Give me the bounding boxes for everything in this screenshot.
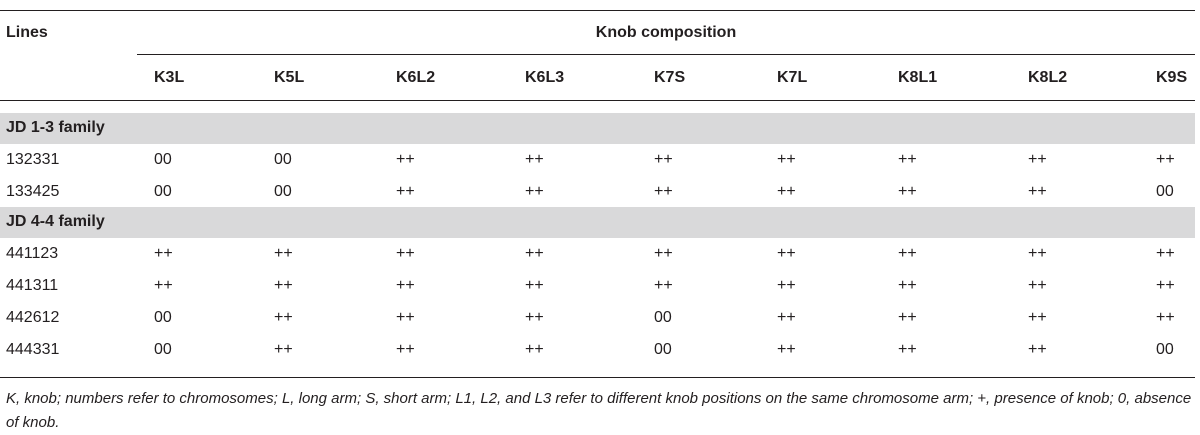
table-cell: ++ — [777, 309, 796, 326]
table-cell: ++ — [274, 309, 293, 326]
table-cell: ++ — [274, 245, 293, 262]
row-line: 133425 — [6, 183, 60, 200]
row-line: 441123 — [6, 245, 59, 262]
row-line: 444331 — [6, 341, 60, 358]
table-cell: 00 — [654, 309, 672, 326]
table-cell: ++ — [154, 277, 173, 294]
table-cell: 00 — [274, 183, 292, 200]
table-cell: ++ — [777, 245, 796, 262]
table-footnote: K, knob; numbers refer to chromosomes; L, long arm; S, short arm; L1, L2, and L3 refer to different knob positions on the same chromosome arm; +, presence of knob; 0, absence of knob. — [6, 390, 1192, 431]
table-cell: ++ — [654, 151, 673, 168]
table-cell: ++ — [1028, 183, 1047, 200]
table-cell: 00 — [154, 151, 172, 168]
table-cell: ++ — [898, 309, 917, 326]
header-lines: Lines — [6, 24, 48, 41]
column-header: K3L — [154, 69, 185, 86]
table-cell: ++ — [396, 151, 415, 168]
table-cell: ++ — [1028, 309, 1047, 326]
table-cell: ++ — [525, 151, 544, 168]
column-header: K8L2 — [1028, 69, 1068, 86]
row-line: 441311 — [6, 277, 59, 294]
table-cell: ++ — [525, 309, 544, 326]
column-header: K9S — [1156, 69, 1188, 86]
table-cell: 00 — [154, 309, 172, 326]
column-header: K7S — [654, 69, 686, 86]
table-cell: ++ — [1028, 277, 1047, 294]
table-cell: ++ — [525, 183, 544, 200]
column-header: K6L2 — [396, 69, 436, 86]
table-cell: ++ — [396, 183, 415, 200]
table-cell: ++ — [898, 341, 917, 358]
header-knob-composition: Knob composition — [595, 24, 737, 41]
table-cell: ++ — [898, 245, 917, 262]
table-cell: ++ — [777, 341, 796, 358]
column-header: K8L1 — [898, 69, 938, 86]
table-cell: 00 — [1156, 183, 1174, 200]
table-cell: ++ — [1156, 151, 1175, 168]
group-header-rule — [137, 54, 1195, 55]
table-cell: ++ — [777, 183, 796, 200]
table-cell: 00 — [274, 151, 292, 168]
table-cell: ++ — [1156, 277, 1175, 294]
table-cell: 00 — [654, 341, 672, 358]
table-cell: ++ — [777, 277, 796, 294]
group-label: JD 4-4 family — [6, 213, 105, 230]
table-cell: 00 — [154, 183, 172, 200]
table-cell: ++ — [898, 183, 917, 200]
table-cell: ++ — [654, 183, 673, 200]
table-cell: ++ — [396, 309, 415, 326]
bottom-rule — [0, 377, 1195, 378]
table-cell: ++ — [396, 341, 415, 358]
group-band — [0, 207, 1195, 238]
table-cell: ++ — [274, 277, 293, 294]
table-cell: ++ — [1156, 309, 1175, 326]
column-header: K5L — [274, 69, 305, 86]
table-cell: ++ — [1028, 245, 1047, 262]
table-cell: ++ — [396, 245, 415, 262]
table-cell: ++ — [654, 277, 673, 294]
table-cell: ++ — [525, 277, 544, 294]
row-line: 442612 — [6, 309, 60, 326]
table-cell: ++ — [898, 151, 917, 168]
table-cell: ++ — [525, 245, 544, 262]
header-bottom-rule — [0, 100, 1195, 101]
row-line: 132331 — [6, 151, 60, 168]
table-cell: ++ — [898, 277, 917, 294]
column-header: K7L — [777, 69, 808, 86]
group-band — [0, 113, 1195, 144]
column-header: K6L3 — [525, 69, 565, 86]
table-cell: ++ — [396, 277, 415, 294]
table-cell: ++ — [654, 245, 673, 262]
table-cell: ++ — [154, 245, 173, 262]
table-cell: 00 — [1156, 341, 1174, 358]
table-cell: ++ — [1028, 341, 1047, 358]
table-cell: ++ — [1156, 245, 1175, 262]
group-label: JD 1-3 family — [6, 119, 105, 136]
table-cell: ++ — [274, 341, 293, 358]
table-cell: ++ — [777, 151, 796, 168]
table-cell: 00 — [154, 341, 172, 358]
top-rule — [0, 10, 1195, 11]
table-cell: ++ — [1028, 151, 1047, 168]
table-cell: ++ — [525, 341, 544, 358]
